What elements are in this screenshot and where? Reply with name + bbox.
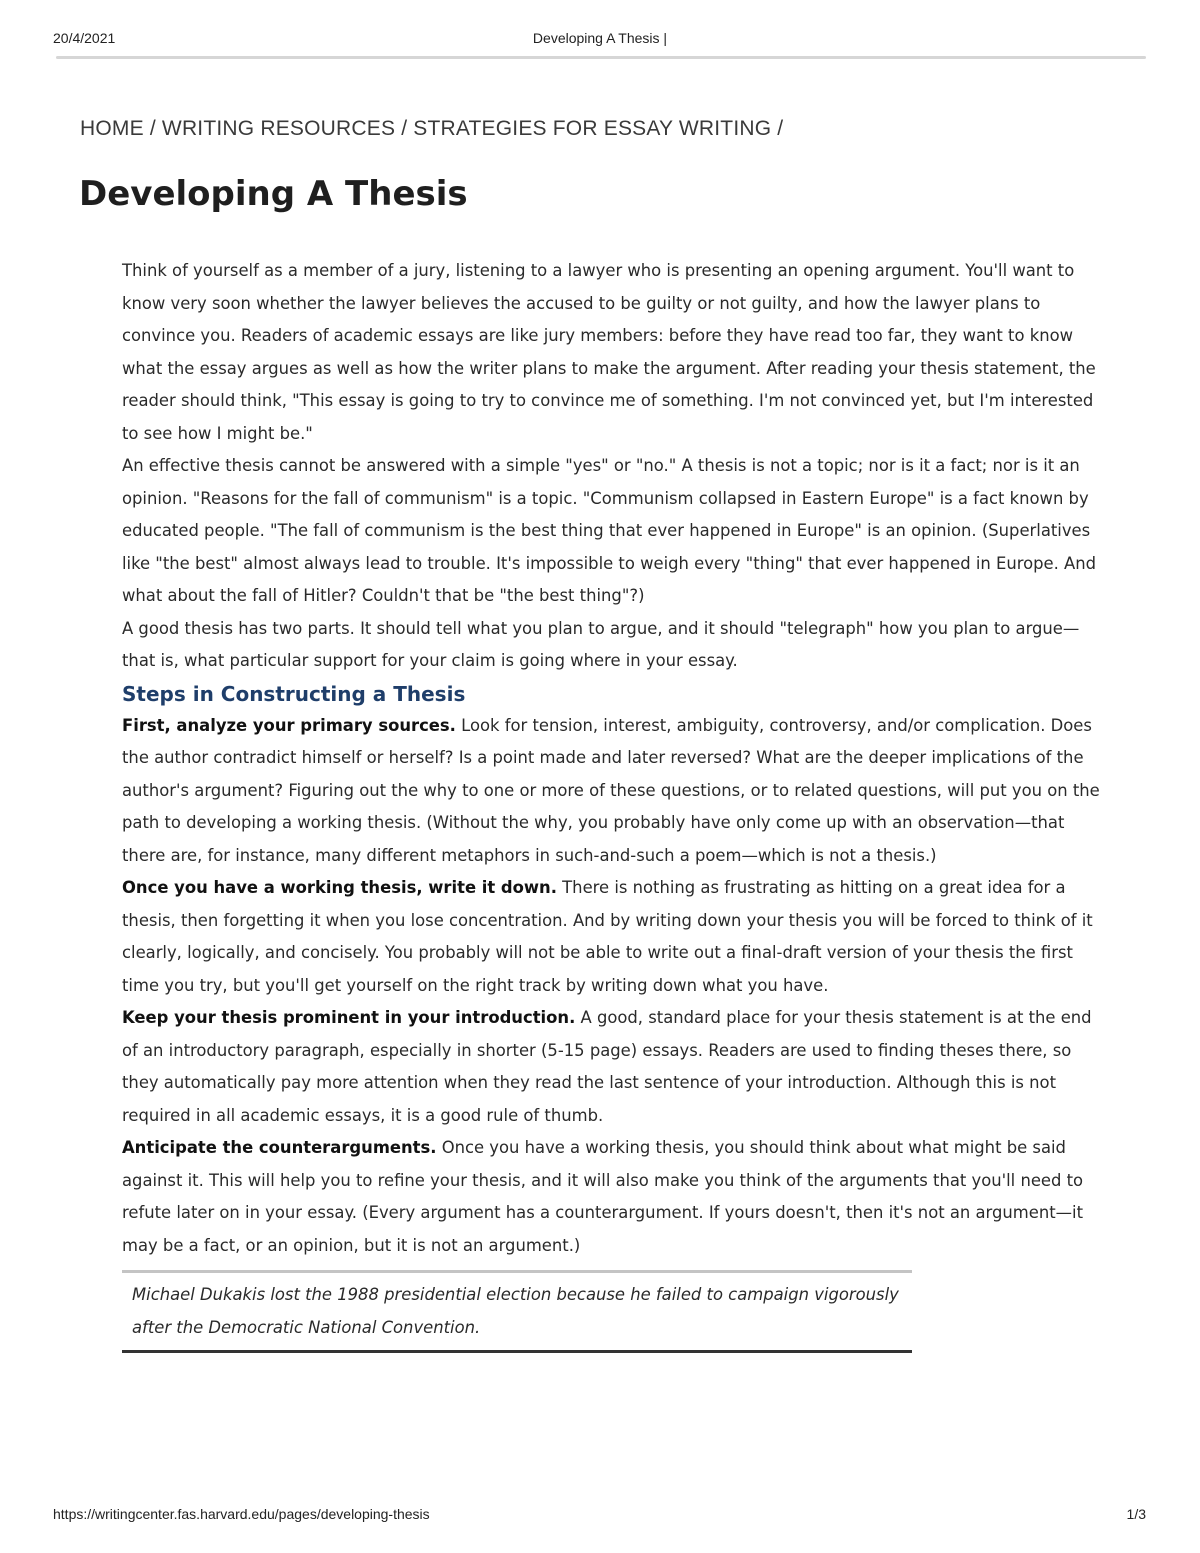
breadcrumb xyxy=(80,117,1120,141)
step-paragraph-counterarguments xyxy=(122,1132,1112,1262)
print-page-title: Developing A Thesis | xyxy=(532,30,668,46)
intro-paragraph-3: A good thesis has two parts. It should tell what you plan to argue, and it should "telegraph" how you plan to argue—that is, what particular support for your claim is going where in your essay. xyxy=(122,618,1080,670)
breadcrumb-writing-resources-link[interactable]: WRITING RESOURCES xyxy=(161,117,396,140)
breadcrumb-strategies-link[interactable]: STRATEGIES FOR ESSAY WRITING xyxy=(413,117,772,140)
intro-paragraph-2: An effective thesis cannot be answered with a simple "yes" or "no." A thesis is not a topic; nor is it a fact; nor is it an opinion. "Reasons for the fall of communism" is a topic. "Communism collapsed in Eastern Europe" is a fact known by educated people. "The fall of communism is the best thing that ever happened in Europe" is an opinion. (Superlatives like "the best" almost always lead to trouble. It's impossible to weigh every "thing" that ever happened in Europe. And what about the fall of Hitler? Couldn't that be "the best thing"?) xyxy=(122,456,1097,605)
step-lead: First, analyze your primary sources. xyxy=(122,715,456,735)
example-thesis-text: Michael Dukakis lost the 1988 presidential election because he failed to campaign vigorously after the Democratic National Convention. xyxy=(132,1285,899,1337)
article-body xyxy=(122,255,1112,1353)
breadcrumb-separator: / xyxy=(143,117,162,140)
print-footer-url: https://writingcenter.fas.harvard.edu/pages/developing-thesis xyxy=(53,1506,430,1522)
breadcrumb-separator: / xyxy=(771,117,784,140)
step-text: A good, standard place for your thesis statement is at the end of an introductory paragraph, especially in shorter (5-15 page) essays. Readers are used to finding theses there, so they automatically pay more attention when they read the last sentence of your introduction. Although this is not required in all academic essays, it is a good rule of thumb. xyxy=(122,1008,1092,1125)
step-paragraph-analyze xyxy=(122,710,1112,873)
step-text: Look for tension, interest, ambiguity, controversy, and/or complication. Does the author contradict himself or herself? Is a point made and later reversed? What are the deeper implications of the author's argument? Figuring out the why to one or more of these questions, or to related questions, will put you on the path to developing a working thesis. (Without the why, you probably have only come up with an observation—that there are, for instance, many different metaphors in such-and-such a poem—which is not a thesis.) xyxy=(122,715,1100,865)
step-text: There is nothing as frustrating as hitting on a great idea for a thesis, then forgetting it when you lose concentration. And by writing down your thesis you will be forced to think of it clearly, logically, and concisely. You probably will not be able to write out a final-draft version of your thesis the first time you try, but you'll get yourself on the right track by writing down what you have. xyxy=(122,878,1093,995)
step-paragraph-prominent xyxy=(122,1002,1112,1132)
print-page-number: 1/3 xyxy=(1126,1506,1146,1522)
breadcrumb-home-link[interactable]: HOME xyxy=(80,117,144,140)
step-lead: Keep your thesis prominent in your introduction. xyxy=(122,1008,576,1027)
step-text: Once you have a working thesis, you should think about what might be said against it. This will help you to refine your thesis, and it will also make you think of the arguments that you'll need to refute later on in your essay. (Every argument has a counterargument. If yours doesn't, then it's not an argument—it may be a fact, or an opinion, but it is not an argument.) xyxy=(122,1138,1084,1255)
step-paragraph-write-down xyxy=(122,872,1112,1002)
example-thesis-box xyxy=(122,1270,912,1353)
print-header xyxy=(0,0,1200,60)
steps-heading: Steps in Constructing a Thesis xyxy=(122,681,466,706)
step-lead: Anticipate the counterarguments. xyxy=(122,1138,437,1157)
header-divider xyxy=(56,56,1146,59)
page-title: Developing A Thesis xyxy=(79,174,468,214)
step-lead: Once you have a working thesis, write it down. xyxy=(122,878,557,897)
breadcrumb-separator: / xyxy=(395,117,414,140)
intro-paragraph-1: Think of yourself as a member of a jury, listening to a lawyer who is presenting an opening argument. You'll want to know very soon whether the lawyer believes the accused to be guilty or not guilty, and how the lawyer plans to convince you. Readers of academic essays are like jury members: before they have read too far, they want to know what the essay argues as well as how the writer plans to make the argument. After reading your thesis statement, the reader should think, "This essay is going to try to convince me of something. I'm not convinced yet, but I'm interested to see how I might be." xyxy=(122,261,1096,443)
print-date: 20/4/2021 xyxy=(53,30,116,46)
